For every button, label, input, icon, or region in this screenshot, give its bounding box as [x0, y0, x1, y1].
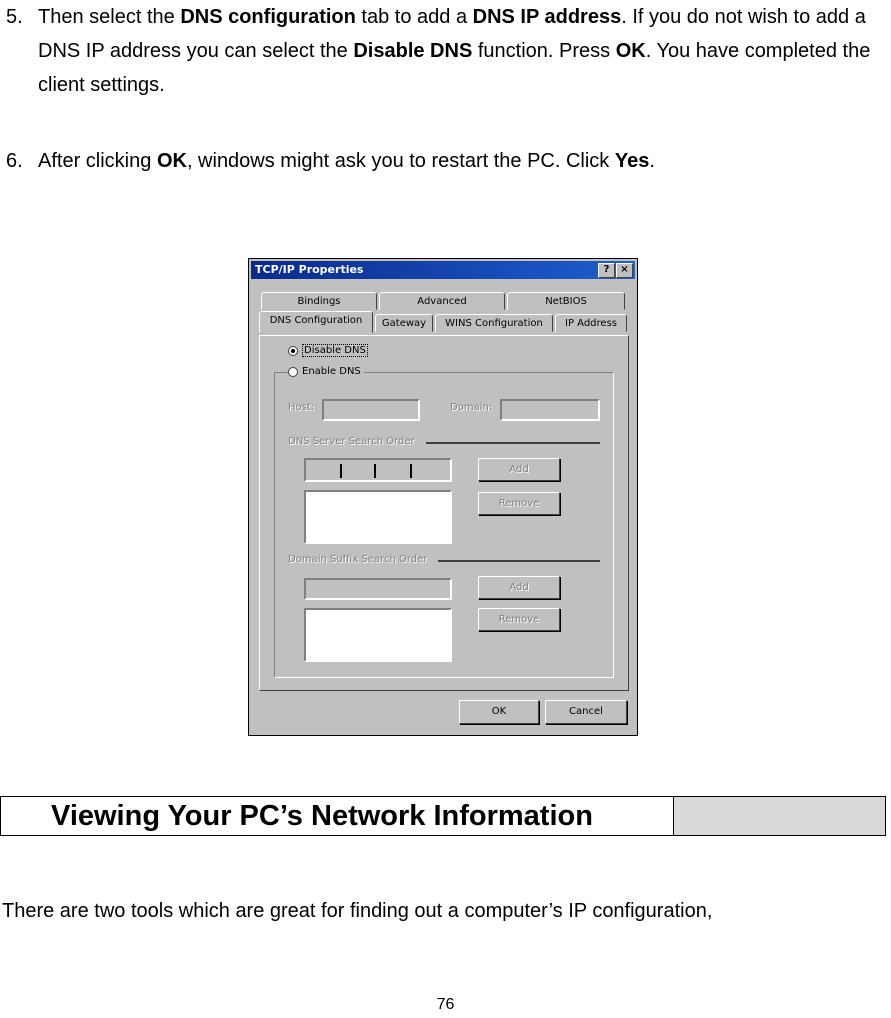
dialog-title: TCP/IP Properties: [255, 263, 364, 276]
text-run: .: [649, 150, 655, 172]
suffix-add-button[interactable]: Add: [478, 576, 560, 599]
text-run: After clicking: [38, 150, 157, 172]
section-heading-bar: [0, 796, 886, 836]
suffix-remove-button[interactable]: Remove: [478, 608, 560, 631]
step-text: [38, 144, 888, 178]
tab-gateway[interactable]: Gateway: [375, 314, 433, 332]
domain-suffix-label: Domain Suffix Search Order: [288, 554, 428, 565]
bold-term: DNS configuration: [180, 6, 356, 28]
enable-dns-label: Enable DNS: [302, 366, 361, 377]
text-run: . You have completed the client settings.: [38, 40, 871, 96]
dns-remove-button[interactable]: Remove: [478, 492, 560, 515]
text-run: tab to add a: [355, 6, 473, 28]
text-run: , windows might ask you to restart the PC. Click: [186, 150, 615, 172]
enable-dns-option[interactable]: [288, 366, 364, 377]
step-text: [38, 0, 888, 102]
help-button[interactable]: ?: [598, 263, 615, 278]
divider: [438, 560, 600, 562]
tcpip-properties-dialog: [248, 258, 638, 736]
bold-term: Disable DNS: [353, 40, 473, 62]
cancel-button[interactable]: Cancel: [545, 700, 627, 724]
text-run: function. Press: [472, 40, 616, 62]
host-field[interactable]: [322, 399, 420, 421]
domain-label: Domain:: [450, 402, 493, 413]
dns-config-panel: [259, 335, 629, 691]
page-number: 76: [436, 996, 455, 1013]
body-paragraph: There are two tools which are great for finding out a computer’s IP configuration,: [2, 900, 713, 922]
dns-add-button[interactable]: Add: [478, 458, 560, 481]
tab-wins-configuration[interactable]: WINS Configuration: [435, 314, 553, 332]
bold-term: OK: [615, 40, 646, 62]
disable-dns-label: Disable DNS: [304, 345, 366, 356]
close-button[interactable]: ×: [616, 263, 633, 278]
disable-dns-option[interactable]: [288, 344, 368, 357]
host-label: Host:: [288, 402, 315, 413]
text-run: . If you do not wish to add a DNS IP address you can select the: [38, 6, 866, 62]
radio-selected-icon: [288, 346, 298, 356]
step-number: 5.: [6, 6, 23, 28]
dialog-titlebar: [251, 261, 635, 279]
domain-field[interactable]: [500, 399, 600, 421]
step-number: 6.: [6, 150, 23, 172]
dns-server-list[interactable]: [304, 490, 452, 544]
bold-term: OK: [156, 150, 187, 172]
ok-button[interactable]: OK: [459, 700, 539, 724]
dns-search-order-label: DNS Server Search Order: [288, 436, 415, 447]
tab-netbios[interactable]: NetBIOS: [507, 292, 625, 310]
radio-unselected-icon: [288, 367, 298, 377]
heading-shaded-cell: [673, 797, 885, 835]
tab-dns-configuration[interactable]: DNS Configuration: [259, 311, 373, 333]
bold-term: Yes: [614, 150, 650, 172]
bold-term: DNS IP address: [472, 6, 622, 28]
section-heading: Viewing Your PC’s Network Information: [51, 800, 593, 832]
tab-advanced[interactable]: Advanced: [379, 292, 505, 310]
tab-ip-address[interactable]: IP Address: [555, 314, 627, 332]
dns-ip-field[interactable]: [304, 458, 452, 482]
divider: [426, 442, 600, 444]
text-run: Then select the: [38, 6, 181, 28]
tab-bindings[interactable]: Bindings: [261, 292, 377, 310]
suffix-list[interactable]: [304, 608, 452, 662]
suffix-field[interactable]: [304, 578, 452, 600]
